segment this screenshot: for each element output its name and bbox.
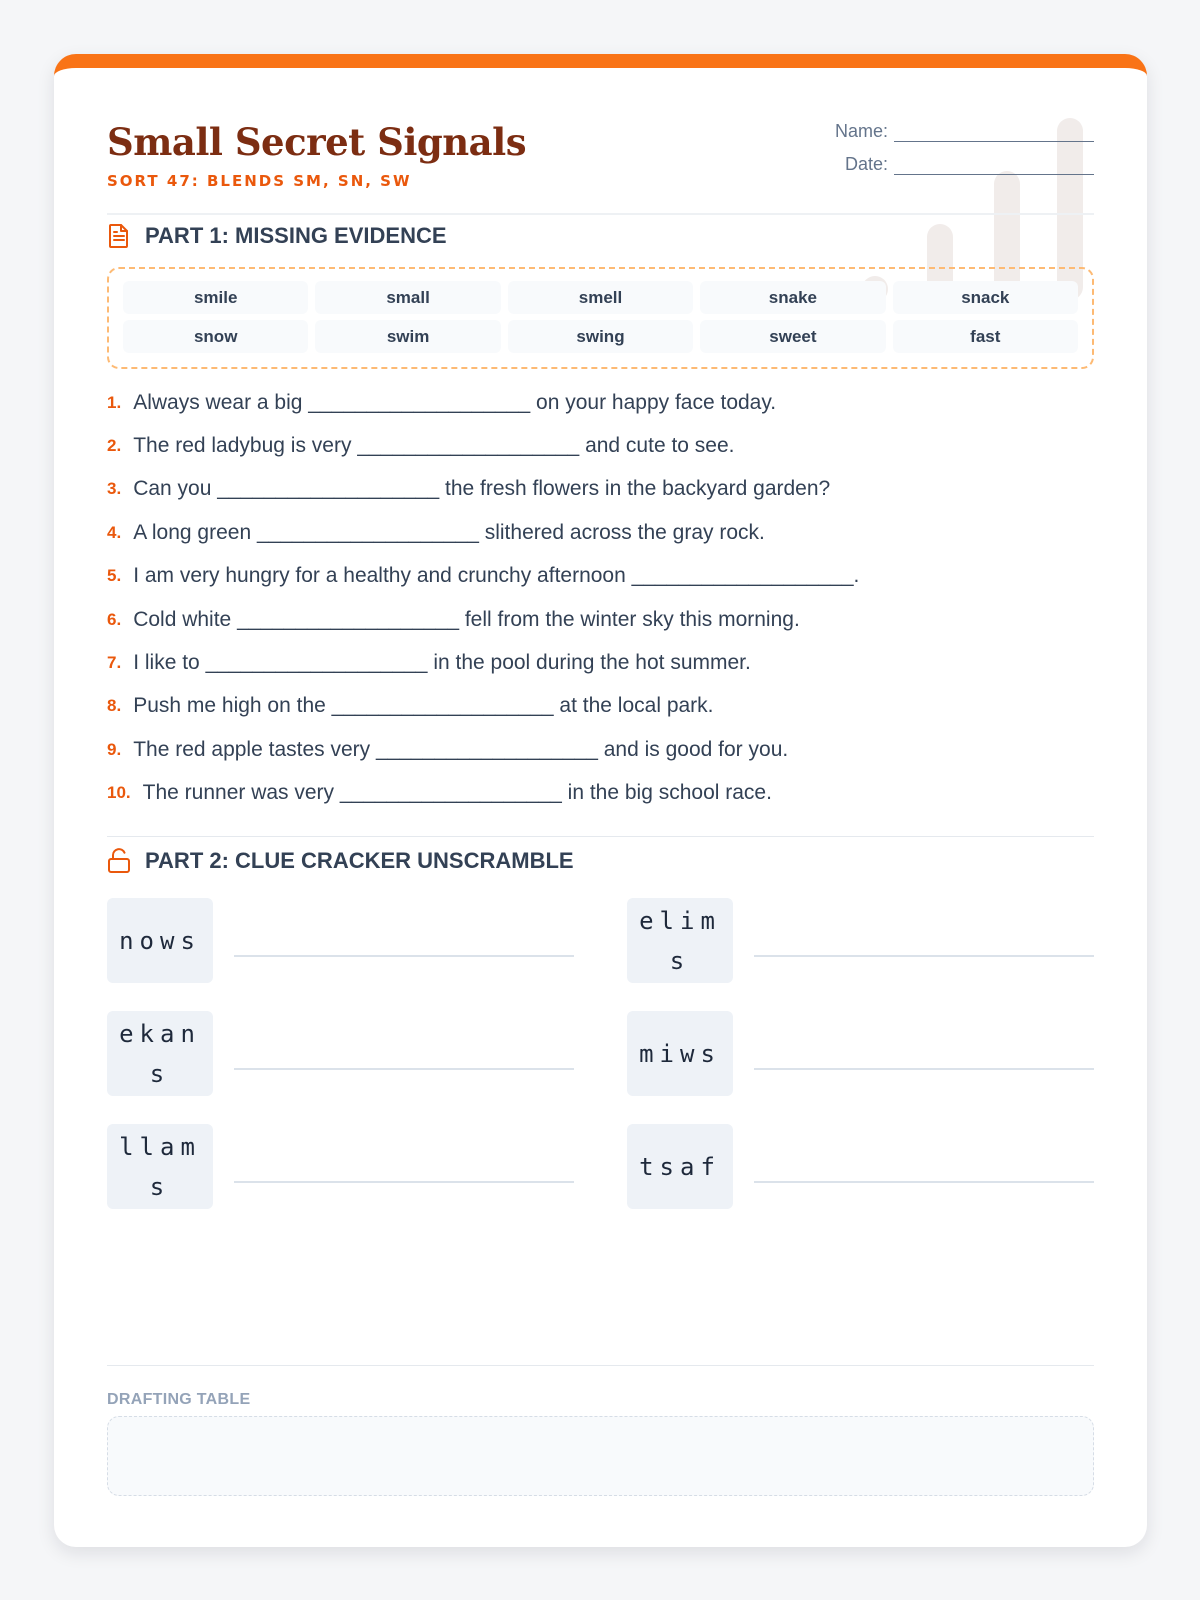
sentence-after: the fresh flowers in the backyard garden? <box>445 477 831 501</box>
worksheet-title: Small Secret Signals <box>107 120 527 164</box>
section-divider <box>107 836 1094 837</box>
sentence-item <box>107 511 1094 554</box>
sentence-item <box>107 598 1094 641</box>
sentence-item <box>107 728 1094 771</box>
sentence-item <box>107 685 1094 728</box>
sentence-item <box>107 772 1094 815</box>
name-label: Name: <box>834 121 888 141</box>
name-line[interactable] <box>894 124 1094 142</box>
word-chip: smell <box>508 281 693 314</box>
word-chip: swing <box>508 320 693 353</box>
word-chip: sweet <box>700 320 885 353</box>
sentence-blank[interactable]: ___________________ <box>205 651 428 675</box>
sentence-item <box>107 641 1094 684</box>
scramble-item <box>627 1011 1094 1096</box>
word-chip: smile <box>123 281 308 314</box>
letter-tile: llams <box>107 1124 213 1209</box>
name-field[interactable] <box>835 121 1094 142</box>
sentence-before: Can you <box>133 477 212 501</box>
sentence-after: fell from the winter sky this morning. <box>464 607 800 631</box>
drafting-divider <box>107 1365 1094 1366</box>
sentence-blank[interactable]: ___________________ <box>357 434 580 458</box>
sentence-after: on your happy face today. <box>536 390 777 414</box>
sentence-item <box>107 424 1094 467</box>
part2-heading <box>107 848 574 874</box>
sentence-before: Always wear a big <box>133 390 303 414</box>
answer-line[interactable] <box>754 1068 1094 1070</box>
word-chip: snack <box>893 281 1078 314</box>
scramble-item <box>627 1124 1094 1209</box>
part1-heading-text: PART 1: MISSING EVIDENCE <box>145 223 447 248</box>
sentence-number: 7. <box>107 653 122 673</box>
sentence-after: at the local park. <box>559 694 714 718</box>
sentence-blank[interactable]: ___________________ <box>631 564 854 588</box>
word-chip: swim <box>315 320 500 353</box>
scramble-item <box>107 898 574 983</box>
letter-tile: ekans <box>107 1011 213 1096</box>
sentence-number: 1. <box>107 392 122 412</box>
sentence-number: 10. <box>107 783 131 803</box>
sentence-after: and is good for you. <box>603 737 789 761</box>
sentence-before: A long green <box>133 520 252 544</box>
unlock-icon <box>107 848 131 874</box>
word-chip: small <box>315 281 500 314</box>
letter-tile: miws <box>627 1011 733 1096</box>
sentence-after: in the big school race. <box>567 781 772 805</box>
sentence-before: Push me high on the <box>133 694 326 718</box>
sentence-after: and cute to see. <box>585 434 735 458</box>
answer-line[interactable] <box>234 1068 574 1070</box>
part2-heading-text: PART 2: CLUE CRACKER UNSCRAMBLE <box>145 848 574 873</box>
sentence-list <box>107 381 1094 815</box>
word-chip: snow <box>123 320 308 353</box>
letter-tile: nows <box>107 898 213 983</box>
sentence-item <box>107 555 1094 598</box>
sentence-number: 6. <box>107 609 122 629</box>
scramble-item <box>107 1011 574 1096</box>
sentence-number: 8. <box>107 696 122 716</box>
word-chip: snake <box>700 281 885 314</box>
part1-heading <box>107 223 447 249</box>
sentence-blank[interactable]: ___________________ <box>308 390 531 414</box>
answer-line[interactable] <box>234 1181 574 1183</box>
sentence-after: slithered across the gray rock. <box>484 520 765 544</box>
sentence-item <box>107 468 1094 511</box>
sentence-number: 9. <box>107 739 122 759</box>
sentence-blank[interactable]: ___________________ <box>339 781 562 805</box>
sentence-before: Cold white <box>133 607 232 631</box>
sentence-blank[interactable]: ___________________ <box>331 694 554 718</box>
drafting-area[interactable] <box>107 1416 1094 1496</box>
scramble-item <box>627 898 1094 983</box>
unscramble-grid <box>107 898 1094 1209</box>
sentence-before: I like to <box>133 651 200 675</box>
sentence-blank[interactable]: ___________________ <box>237 607 459 631</box>
sentence-blank[interactable]: ___________________ <box>217 477 440 501</box>
word-chip: fast <box>893 320 1078 353</box>
worksheet-page <box>54 54 1147 1547</box>
date-label: Date: <box>844 154 888 174</box>
worksheet-subtitle: SORT 47: BLENDS SM, SN, SW <box>107 172 412 190</box>
word-bank <box>107 267 1094 369</box>
scramble-item <box>107 1124 574 1209</box>
document-icon <box>107 223 131 249</box>
sentence-after: . <box>853 564 860 588</box>
letter-tile: elims <box>627 898 733 983</box>
sentence-before: I am very hungry for a healthy and crunchy afternoon <box>133 564 626 588</box>
date-line[interactable] <box>894 157 1094 175</box>
header-divider <box>107 213 1094 215</box>
sentence-number: 3. <box>107 479 122 499</box>
answer-line[interactable] <box>234 955 574 957</box>
sentence-after: in the pool during the hot summer. <box>433 651 751 675</box>
sentence-number: 4. <box>107 522 122 542</box>
sentence-blank[interactable]: ___________________ <box>256 520 479 544</box>
answer-line[interactable] <box>754 1181 1094 1183</box>
sentence-before: The runner was very <box>142 781 335 805</box>
drafting-label: DRAFTING TABLE <box>107 1391 251 1408</box>
sentence-blank[interactable]: ___________________ <box>376 737 598 761</box>
sentence-number: 5. <box>107 566 122 586</box>
sentence-item <box>107 381 1094 424</box>
answer-line[interactable] <box>754 955 1094 957</box>
sentence-number: 2. <box>107 436 122 456</box>
sentence-before: The red ladybug is very <box>133 434 352 458</box>
letter-tile: tsaf <box>627 1124 733 1209</box>
date-field[interactable] <box>845 154 1094 175</box>
sentence-before: The red apple tastes very <box>133 737 371 761</box>
